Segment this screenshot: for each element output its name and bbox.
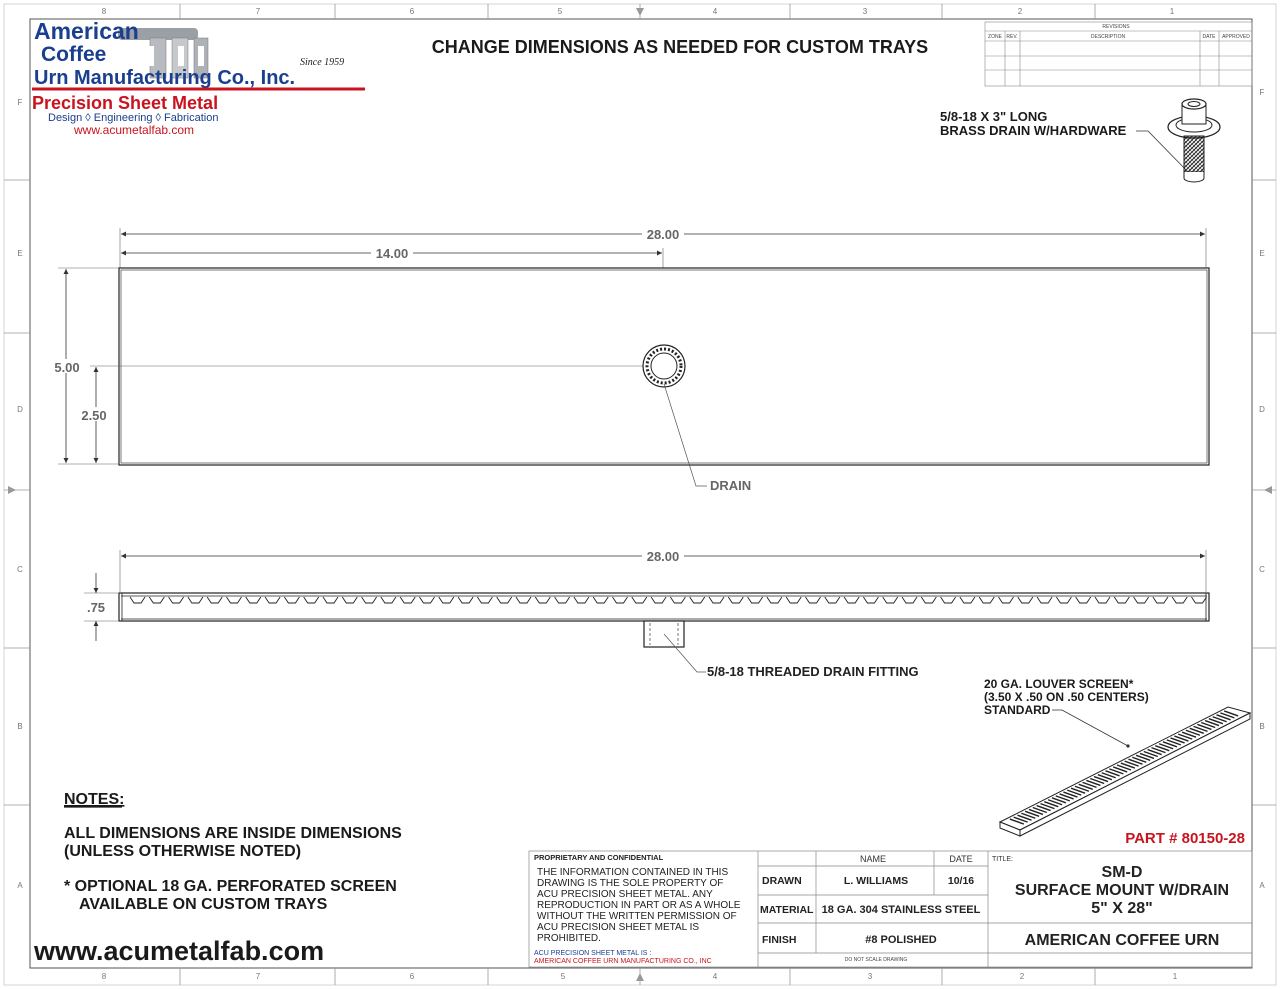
zone-label-right-a: A <box>1259 881 1265 890</box>
finish-value: #8 POLISHED <box>865 934 937 946</box>
zone-label-top-4: 4 <box>712 7 718 16</box>
title-block <box>529 830 1252 967</box>
zone-label-left-f: F <box>17 98 23 107</box>
date-header: DATE <box>949 854 973 864</box>
notes-section <box>33 791 402 966</box>
zone-label-top-6: 6 <box>409 7 415 16</box>
zone-label-left-c: C <box>17 565 23 574</box>
zone-label-bottom-2: 2 <box>1019 972 1025 981</box>
zone-label-top-5: 5 <box>557 7 563 16</box>
side-view <box>84 549 1209 679</box>
brass-drain-fitting <box>1168 99 1220 182</box>
company-logo <box>32 18 365 137</box>
drain-hole <box>643 345 685 387</box>
zone-label-top-2: 2 <box>1017 7 1023 16</box>
louver-screen-callout <box>984 677 1149 748</box>
zone-label-left-a: A <box>17 881 23 890</box>
proprietary-text-line3: ACU PRECISION SHEET METAL. ANY <box>537 889 713 900</box>
drawn-name: L. WILLIAMS <box>843 875 909 887</box>
top-view <box>50 227 1209 493</box>
zone-label-top-7: 7 <box>255 7 261 16</box>
since-year: Since 1959 <box>300 57 345 68</box>
zone-label-top-1: 1 <box>1169 7 1175 16</box>
proprietary-heading: PROPRIETARY AND CONFIDENTIAL <box>534 853 664 862</box>
brass-drain-label-line2: BRASS DRAIN W/HARDWARE <box>940 123 1127 138</box>
revisions-col-description: DESCRIPTION <box>1090 34 1126 40</box>
material-label: MATERIAL <box>760 904 814 916</box>
zone-label-right-f: F <box>1259 88 1265 97</box>
dimension-half-width: 2.50 <box>81 408 107 423</box>
note2-line1: * OPTIONAL 18 GA. PERFORATED SCREEN <box>64 878 397 895</box>
dimension-depth: .75 <box>86 600 106 615</box>
proprietary-text-line4: REPRODUCTION IN PART OR AS A WHOLE <box>537 900 741 911</box>
zone-label-left-d: D <box>17 405 23 414</box>
drain-label: DRAIN <box>710 478 752 493</box>
proprietary-text-line7: PROHIBITED. <box>537 933 601 944</box>
drawn-label: DRAWN <box>762 875 802 887</box>
louver-label-line2: (3.50 X .50 ON .50 CENTERS) <box>984 690 1149 704</box>
logo-website: www.acumetalfab.com <box>74 123 195 137</box>
brass-drain-callout <box>940 109 1192 176</box>
zone-label-bottom-1: 1 <box>1172 972 1178 981</box>
tagline: Precision Sheet Metal <box>32 93 219 113</box>
zone-label-bottom-7: 7 <box>255 972 261 981</box>
brass-drain-label-line1: 5/8-18 X 3" LONG <box>940 109 1048 124</box>
name-header: NAME <box>859 854 887 864</box>
note2-line2: AVAILABLE ON CUSTOM TRAYS <box>79 896 328 913</box>
revisions-col-rev: REV. <box>1006 34 1018 40</box>
zone-label-top-8: 8 <box>101 7 107 16</box>
dimension-width: 5.00 <box>54 360 80 375</box>
services-line: Design ◊ Engineering ◊ Fabrication <box>48 112 219 124</box>
company-name-line3: Urn Manufacturing Co., Inc. <box>34 67 296 89</box>
zone-label-right-d: D <box>1259 405 1265 414</box>
title-line2: SURFACE MOUNT W/DRAIN <box>1014 882 1230 899</box>
dimension-center: 14.00 <box>375 246 409 261</box>
acu-line: ACU PRECISION SHEET METAL IS : <box>534 950 652 957</box>
title-line1: SM-D <box>1101 864 1143 881</box>
proprietary-text-line2: DRAWING IS THE SOLE PROPERTY OF <box>537 878 724 889</box>
revisions-col-date: DATE <box>1202 34 1216 40</box>
zone-label-left-b: B <box>17 722 23 731</box>
zone-label-bottom-5: 5 <box>560 972 566 981</box>
louver-label-line3: STANDARD <box>984 703 1051 717</box>
revisions-col-approved: APPROVED <box>1222 34 1250 40</box>
threaded-fitting-label: 5/8-18 THREADED DRAIN FITTING <box>707 664 919 679</box>
company-name-line1: American <box>34 18 139 44</box>
proprietary-text-line1: THE INFORMATION CONTAINED IN THIS <box>537 867 729 878</box>
title-line3: 5" X 28" <box>1091 900 1153 917</box>
main-title: CHANGE DIMENSIONS AS NEEDED FOR CUSTOM TRAYS <box>431 37 929 57</box>
notes-heading: NOTES: <box>64 791 125 808</box>
zone-label-right-e: E <box>1259 249 1265 258</box>
zone-label-right-b: B <box>1259 722 1265 731</box>
material-value: 18 GA. 304 STAINLESS STEEL <box>821 904 981 916</box>
zone-label-left-e: E <box>17 249 23 258</box>
zone-label-bottom-4: 4 <box>712 972 718 981</box>
revisions-table <box>985 22 1252 86</box>
zone-label-top-3: 3 <box>862 7 868 16</box>
proprietary-text-line6: ACU PRECISION SHEET METAL IS <box>537 922 700 933</box>
footer-website: www.acumetalfab.com <box>34 936 325 966</box>
dimension-side-length: 28.00 <box>646 549 680 564</box>
proprietary-text-line5: WITHOUT THE WRITTEN PERMISSION OF <box>537 911 737 922</box>
note1-line1: ALL DIMENSIONS ARE INSIDE DIMENSIONS <box>64 825 402 842</box>
company-name-line2: Coffee <box>41 43 107 66</box>
revisions-col-zone: ZONE <box>988 34 1002 40</box>
acu-company: AMERICAN COFFEE URN MANUFACTURING CO., INC <box>534 958 712 965</box>
zone-label-right-c: C <box>1259 565 1265 574</box>
do-not-scale: DO NOT SCALE DRAWING <box>844 957 908 963</box>
dimension-top-length: 28.00 <box>646 227 680 242</box>
louver-label-line1: 20 GA. LOUVER SCREEN* <box>984 677 1134 691</box>
louver-screen-isometric <box>1000 707 1250 836</box>
part-number: PART # 80150-28 <box>1125 830 1245 847</box>
finish-label: FINISH <box>762 934 797 946</box>
revisions-title: REVISIONS <box>1102 24 1130 30</box>
zone-label-bottom-8: 8 <box>101 972 107 981</box>
note1-line2: (UNLESS OTHERWISE NOTED) <box>64 843 302 860</box>
zone-label-bottom-6: 6 <box>409 972 415 981</box>
drawn-date: 10/16 <box>947 875 975 887</box>
zone-label-bottom-3: 3 <box>867 972 873 981</box>
title-company: AMERICAN COFFEE URN <box>1024 932 1220 949</box>
title-label: TITLE: <box>992 856 1014 863</box>
